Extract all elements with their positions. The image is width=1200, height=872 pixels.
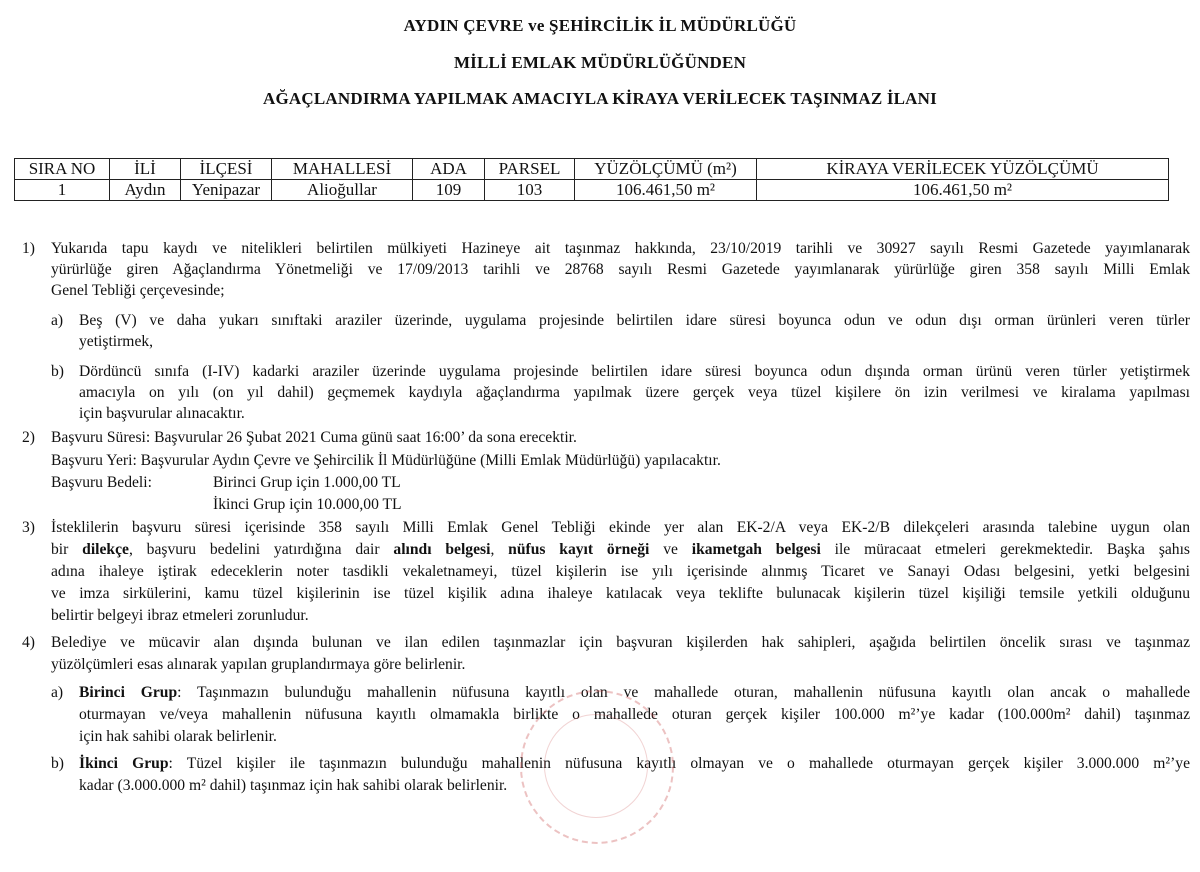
item-3-line: adına ihaleye iştirak edeceklerin noter tasdikli vekaletnameyi, tüzel kişilerin ise yılı içerisinde alınmış Ticaret ve Sanayi Odası belgesini, yetki belgesini bbox=[51, 563, 1190, 580]
bold-residence-doc: ikametgah belgesi bbox=[691, 541, 821, 558]
item-1a-line: yetiştirmek, bbox=[79, 333, 154, 350]
group-1-line: için hak sahibi olarak belirlenir. bbox=[79, 728, 277, 745]
fee-group-2: İkinci Grup için 10.000,00 TL bbox=[213, 496, 402, 513]
group-1-line: oturmayan ve/veya mahallenin nüfusuna kayıtlı olmamakla birlikte o mahallede oturan gerçek kişiler 100.000 m²’ye kadar (100.000m² dahil) taşınmaz bbox=[79, 706, 1190, 723]
text: ve bbox=[649, 541, 692, 558]
bold-petition: dilekçe bbox=[82, 541, 129, 558]
cell-parsel: 103 bbox=[485, 180, 575, 201]
item-1a-line: Beş (V) ve daha yukarı sınıftaki araziler üzerinde, uygulama projesinde belirtilen idare süresi boyunca odun ve odun dışı orman ürünleri veren türler bbox=[79, 312, 1190, 329]
item-3-line: belirtir belgeyi ibraz etmeleri zorunludur. bbox=[51, 607, 309, 624]
item-number-1: 1) bbox=[22, 240, 35, 257]
text: : Taşınmazın bulunduğu mahallenin nüfusuna kayıtlı olan ve mahallede oturan, mahallenin nüfusuna kayıtlı olan ancak o mahallede bbox=[177, 684, 1190, 701]
item-1b-label: b) bbox=[51, 363, 64, 380]
item-4-line: yüzölçümleri esas alınarak yapılan gruplandırmaya göre belirlenir. bbox=[51, 656, 466, 673]
item-1-line: Genel Tebliği çerçevesinde; bbox=[51, 282, 225, 299]
text: , bbox=[490, 541, 509, 558]
application-place: Başvuru Yeri: Başvurular Aydın Çevre ve Şehircilik İl Müdürlüğüne (Milli Emlak Müdürlüğü) yapılacaktır. bbox=[51, 452, 721, 469]
cell-mahallesi: Alioğullar bbox=[272, 180, 413, 201]
fee-group-1: Birinci Grup için 1.000,00 TL bbox=[213, 474, 401, 491]
col-kiraya-verilecek: KİRAYA VERİLECEK YÜZÖLÇÜMÜ bbox=[757, 159, 1169, 180]
item-1b-line: için başvurular alınacaktır. bbox=[79, 405, 245, 422]
item-4a-label: a) bbox=[51, 684, 64, 701]
cell-ili: Aydın bbox=[110, 180, 181, 201]
bold-receipt: alındı belgesi bbox=[393, 541, 491, 558]
group-2-line bbox=[79, 753, 1190, 775]
cell-kiraya-verilecek: 106.461,50 m² bbox=[757, 180, 1169, 201]
cell-ilcesi: Yenipazar bbox=[181, 180, 272, 201]
item-4b-label: b) bbox=[51, 755, 64, 772]
application-fee-label: Başvuru Bedeli: bbox=[51, 474, 152, 491]
item-1b-line: Dördüncü sınıfa (I-IV) kadarki araziler üzerinde uygulama projesinde belirtilen idare süresi boyunca odun dışında orman ürünü veren türler yetiştirmek bbox=[79, 363, 1190, 380]
group-2-line: kadar (3.000.000 m² dahil) taşınmaz için hak sahibi olarak belirlenir. bbox=[79, 777, 508, 794]
department-title: MİLLİ EMLAK MÜDÜRLÜĞÜNDEN bbox=[453, 53, 747, 72]
notice-title: AĞAÇLANDIRMA YAPILMAK AMACIYLA KİRAYA VERİLECEK TAŞINMAZ İLANI bbox=[263, 89, 937, 108]
group-1-title: Birinci Grup bbox=[79, 684, 178, 701]
text: , başvuru bedelini yatırdığına dair bbox=[128, 541, 394, 558]
col-parsel: PARSEL bbox=[485, 159, 575, 180]
item-number-3: 3) bbox=[22, 519, 35, 536]
item-4-line: Belediye ve mücavir alan dışında bulunan ve ilan edilen taşınmazlar için başvuran kişilerden hak sahipleri, aşağıda belirtilen öncelik sırası ve taşınmaz bbox=[51, 634, 1190, 651]
text: ile müracaat etmeleri gerekmektedir. Başka şahıs bbox=[820, 541, 1191, 558]
text: bir bbox=[51, 541, 83, 558]
item-3-line: ve imza sirkülerini, kamu tüzel kişilerinin ise tüzel kişilik adına ihaleye katılacak veya teklifte bulunacak kişilerin tüzel kişiliği temsile yetkili olduğunu bbox=[51, 585, 1190, 602]
bold-registry-sample: nüfus kayıt örneği bbox=[508, 541, 650, 558]
table-row bbox=[15, 180, 1169, 201]
col-sira-no: SIRA NO bbox=[15, 159, 110, 180]
institution-title: AYDIN ÇEVRE ve ŞEHİRCİLİK İL MÜDÜRLÜĞÜ bbox=[403, 16, 797, 35]
cell-sira-no: 1 bbox=[15, 180, 110, 201]
item-number-4: 4) bbox=[22, 634, 35, 651]
text: : Tüzel kişiler ile taşınmazın bulunduğu mahallenin nüfusuna kayıtlı olmayan ve o mahallede oturmayan gerçek kişiler 3.000.000 m²’ye bbox=[168, 755, 1190, 772]
item-1a-label: a) bbox=[51, 312, 64, 329]
item-number-2: 2) bbox=[22, 429, 35, 446]
parcel-table bbox=[14, 158, 1169, 201]
item-1-line: Yukarıda tapu kaydı ve nitelikleri belirtilen mülkiyeti Hazineye ait taşınmaz hakkında, 23/10/2019 tarihli ve 30927 sayılı Resmi Gazetede yayımlanarak bbox=[51, 240, 1190, 257]
item-3-line bbox=[51, 539, 1190, 561]
application-period: Başvuru Süresi: Başvurular 26 Şubat 2021 Cuma günü saat 16:00’ da sona erecektir. bbox=[51, 429, 577, 446]
group-1-line bbox=[79, 682, 1190, 704]
cell-ada: 109 bbox=[413, 180, 485, 201]
item-1b-line: amacıyla on yılı (on yıl dahil) geçmemek kaydıyla ağaçlandırma yapılmak üzere gerçek veya tüzel kişilere ön izin verilmesi ve kiralama yapılması bbox=[79, 384, 1190, 401]
item-3-line: İsteklilerin başvuru süresi içerisinde 358 sayılı Milli Emlak Genel Tebliği ekinde yer alan EK-2/A veya EK-2/B dilekçeleri arasında talebine uygun olan bbox=[51, 519, 1190, 536]
cell-yuzolcumu: 106.461,50 m² bbox=[575, 180, 757, 201]
col-yuzolcumu: YÜZÖLÇÜMÜ (m²) bbox=[575, 159, 757, 180]
group-2-title: İkinci Grup bbox=[79, 755, 169, 772]
col-mahallesi: MAHALLESİ bbox=[272, 159, 413, 180]
col-ili: İLİ bbox=[110, 159, 181, 180]
col-ada: ADA bbox=[413, 159, 485, 180]
table-header-row bbox=[15, 159, 1169, 180]
col-ilcesi: İLÇESİ bbox=[181, 159, 272, 180]
item-1-line: yürürlüğe giren Ağaçlandırma Yönetmeliği ve 17/09/2013 tarihli ve 28768 sayılı Resmi Gazetede yayımlanarak yürürlüğe giren 358 sayılı Milli Emlak bbox=[51, 261, 1190, 278]
